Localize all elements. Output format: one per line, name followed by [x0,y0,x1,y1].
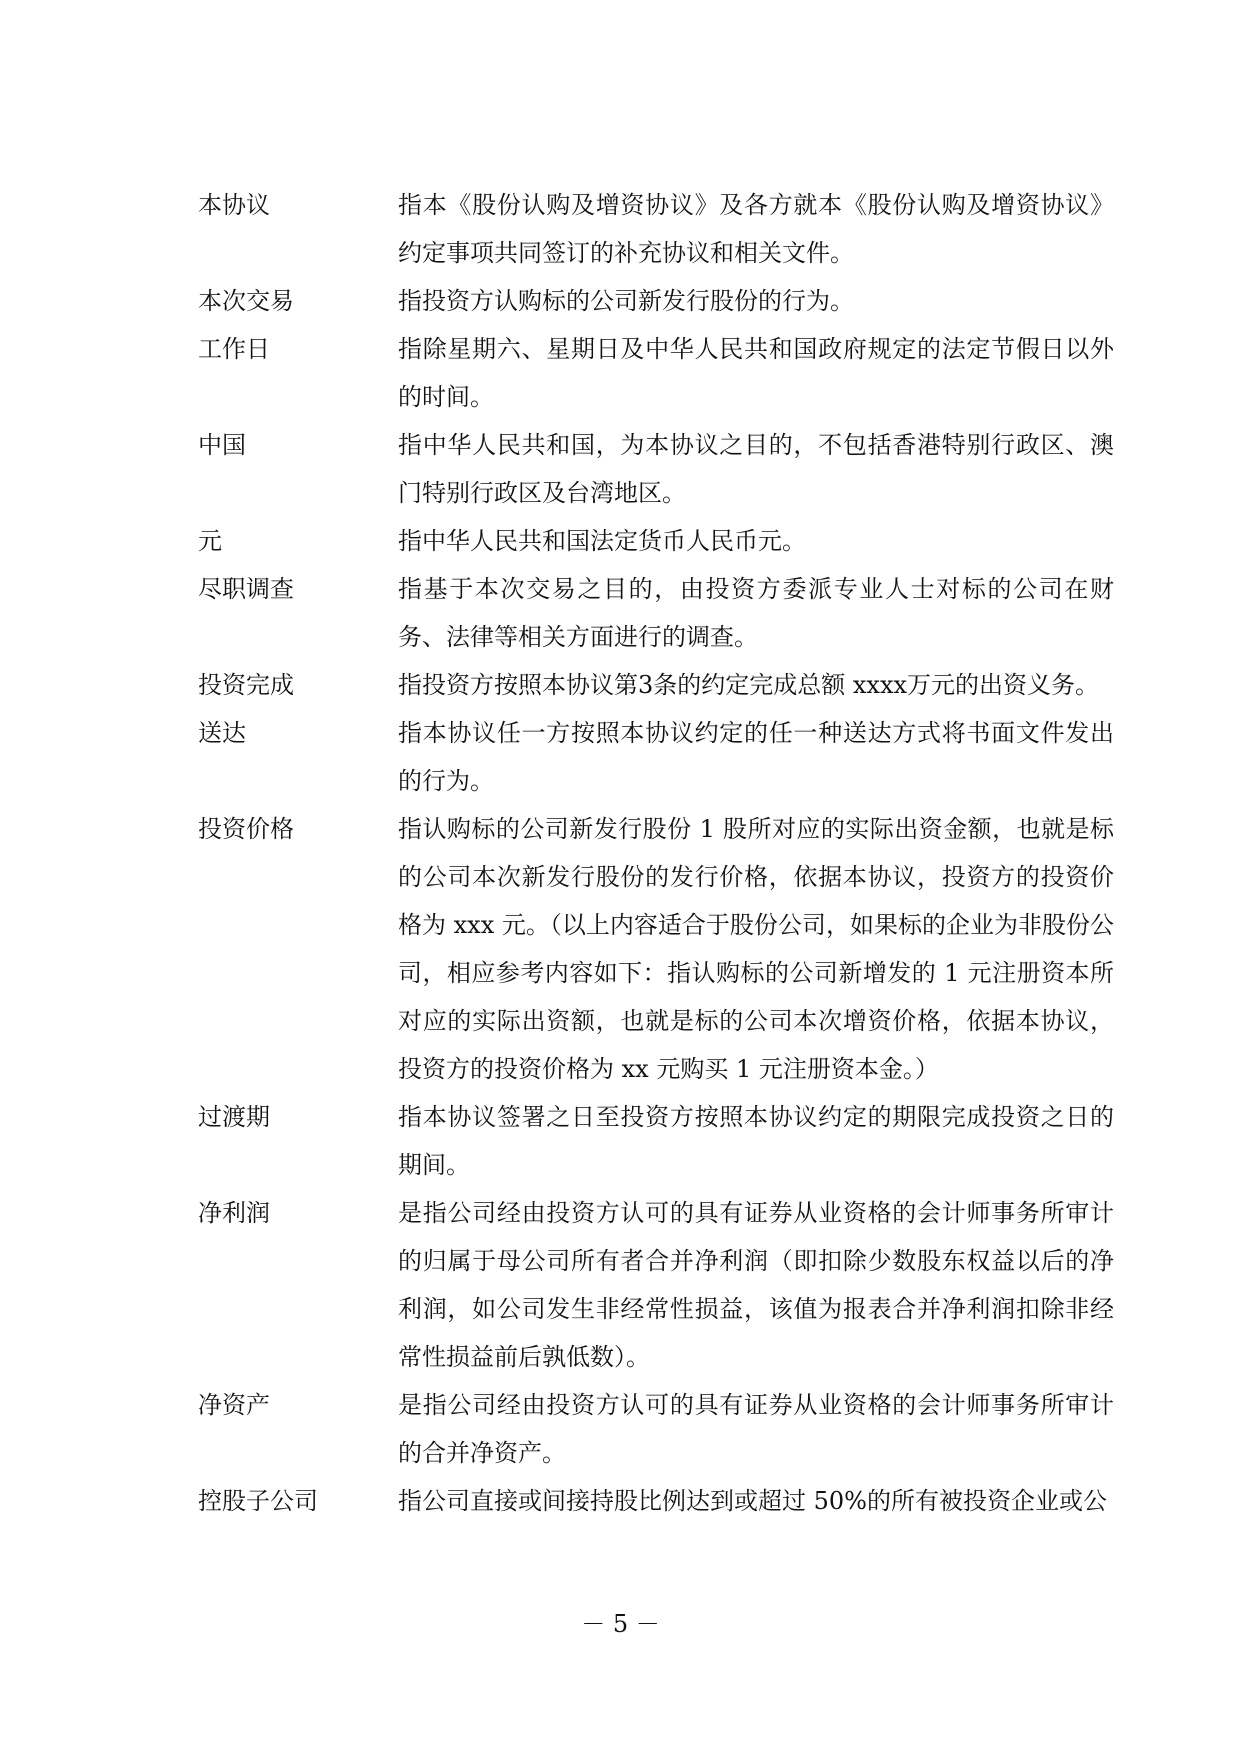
definition-desc: 指投资方按照本协议第3条的约定完成总额 xxxx万元的出资义务。 [398,671,1100,699]
definition-term: 投资价格 [198,815,294,843]
definition-desc: 指认购标的公司新发行股份 1 股所对应的实际出资金额，也就是标的公司本次新发行股份的发行价格，依据本协议，投资方的投资价格为 xxx 元。（以上内容适合于股份公司，如果标的企业为非股份公司，相应参考内容如下：指认购标的公司新增发的 1 元注册资本所对应的实际出资额，也就是标的公司本次增资价格，依据本协议，投资方的投资价格为 xx 元购买 1 元注册资本金。） [398,815,1114,1083]
definition-row [198,1477,1114,1525]
definition-term: 尽职调查 [198,575,294,603]
definition-row [198,1189,1114,1381]
definition-row [198,277,1114,325]
definition-term: 过渡期 [198,1103,270,1131]
definition-desc: 指公司直接或间接持股比例达到或超过 50%的所有被投资企业或公 [398,1487,1107,1515]
definition-row [198,421,1114,517]
definition-term: 元 [198,527,222,555]
definition-term: 送达 [198,719,246,747]
definition-desc: 指中华人民共和国，为本协议之目的，不包括香港特别行政区、澳门特别行政区及台湾地区。 [398,431,1114,507]
definition-desc: 指基于本次交易之目的，由投资方委派专业人士对标的公司在财务、法律等相关方面进行的调查。 [398,575,1114,651]
definition-desc: 指投资方认购标的公司新发行股份的行为。 [398,287,854,315]
definition-term: 控股子公司 [198,1487,318,1515]
definition-row [198,709,1114,805]
definition-row [198,661,1114,709]
definition-term: 中国 [198,431,246,459]
page-number: － 5 － [581,1610,660,1638]
definition-term: 本次交易 [198,287,294,315]
definition-desc: 指本《股份认购及增资协议》及各方就本《股份认购及增资协议》约定事项共同签订的补充协议和相关文件。 [398,191,1114,267]
definition-row [198,805,1114,1093]
definitions-list [198,181,1114,1525]
definition-row [198,1093,1114,1189]
definition-term: 净利润 [198,1199,270,1227]
definition-row [198,181,1114,277]
definition-row [198,517,1114,565]
definition-desc: 指本协议签署之日至投资方按照本协议约定的期限完成投资之日的期间。 [398,1103,1114,1179]
definition-desc: 指中华人民共和国法定货币人民币元。 [398,527,806,555]
definition-term: 净资产 [198,1391,270,1419]
definition-row [198,565,1114,661]
definition-row [198,325,1114,421]
definition-row [198,1381,1114,1477]
definition-desc: 是指公司经由投资方认可的具有证券从业资格的会计师事务所审计的归属于母公司所有者合并净利润（即扣除少数股东权益以后的净利润，如公司发生非经常性损益，该值为报表合并净利润扣除非经常性损益前后孰低数）。 [398,1199,1114,1371]
definition-term: 本协议 [198,191,270,219]
definition-term: 投资完成 [198,671,294,699]
definition-desc: 指本协议任一方按照本协议约定的任一种送达方式将书面文件发出的行为。 [398,719,1114,795]
definition-desc: 是指公司经由投资方认可的具有证券从业资格的会计师事务所审计的合并净资产。 [398,1391,1114,1467]
definition-term: 工作日 [198,335,270,363]
definition-desc: 指除星期六、星期日及中华人民共和国政府规定的法定节假日以外的时间。 [398,335,1114,411]
